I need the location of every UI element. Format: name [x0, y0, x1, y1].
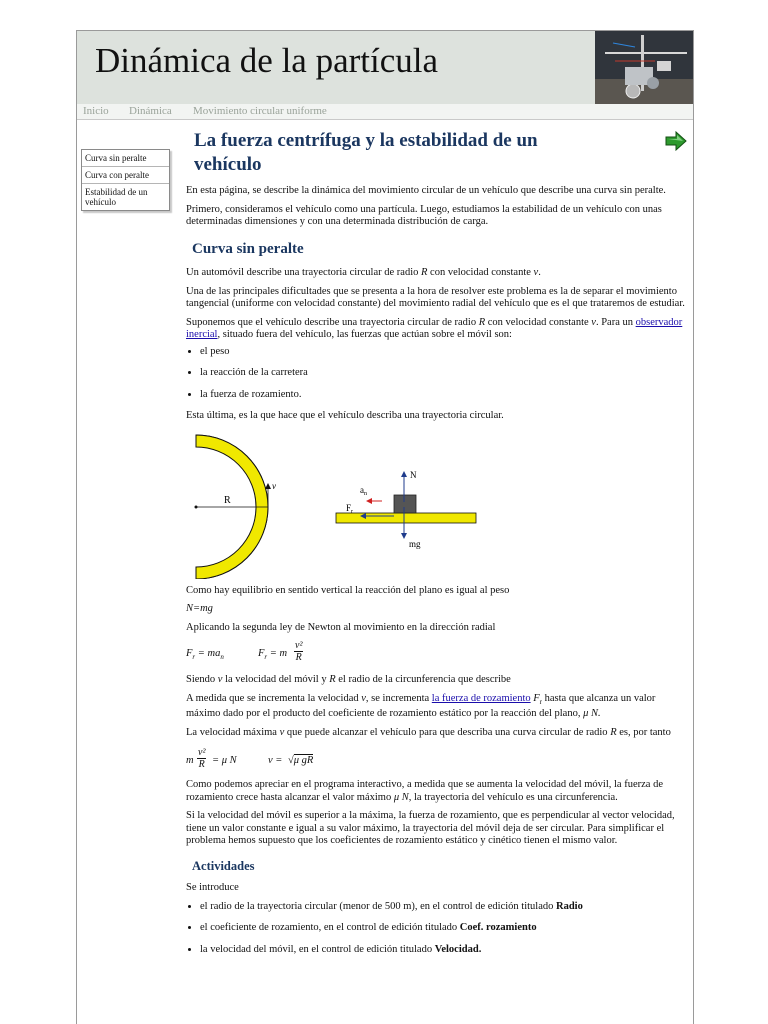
- paragraph-9: La velocidad máxima v que puede alcanzar el vehículo para que describa una curva circular de radio R es, por tanto: [186, 726, 671, 738]
- paragraph-2: Una de las principales dificultades que se presenta a la hora de resolver este problema es la de separar el movimiento tangencial (uniforme con velocidad constante) del movimiento radial del vehículo que es el que trataremos de estudiar.: [186, 285, 685, 309]
- list-item: • la fuerza de rozamiento.: [200, 389, 686, 402]
- normal-force-label: N: [410, 469, 417, 480]
- activities-list: [186, 901, 686, 957]
- page-title: La fuerza centrífuga y la estabilidad de un vehículo: [194, 130, 538, 175]
- weight-label: mg: [409, 538, 421, 549]
- sidebar-item-curva-con-peralte[interactable]: Curva con peralte: [82, 167, 169, 184]
- paragraph-10: Como podemos apreciar en el programa interactivo, a medida que se aumenta la velocidad del móvil, la fuerza de rozamiento crece hasta alcanzar el valor máximo μ N, la trayectoria del vehículo es una circunferencia.: [186, 779, 663, 803]
- banner-photo: [595, 31, 693, 104]
- list-item: • la velocidad del móvil, en el control de edición titulado Velocidad.: [200, 944, 686, 957]
- observador-inercial-link[interactable]: observador inercial: [186, 316, 683, 340]
- paragraph-11: Si la velocidad del móvil es superior a la máxima, la fuerza de rozamiento, que es perpendicular al vector velocidad, tiene un valor constante e igual a su valor máximo, la trayectoria del móvil deja de ser circular. Para simplificar el problema hemos supuesto que los coeficientes de rozamiento estático y cinético tienen el mismo valor.: [186, 810, 675, 847]
- fuerza-rozamiento-link[interactable]: la fuerza de rozamiento: [431, 692, 531, 704]
- velocity-label: v: [272, 480, 276, 491]
- intro-paragraph-1: En esta página, se describe la dinámica del movimiento circular de un vehículo que describe una curva sin peralte.: [186, 185, 666, 196]
- list-item: • el coeficiente de rozamiento, en el control de edición titulado Coef. rozamiento: [200, 922, 686, 935]
- breadcrumb-movimiento[interactable]: Movimiento circular uniforme: [193, 105, 327, 117]
- acceleration-label: $a_n$: [360, 484, 367, 497]
- friction-force-label: $F_r$: [346, 502, 354, 515]
- equation-max-velocity: m $\frac{\text{v²}}{R}$ = μ N v = √μ gR: [186, 747, 314, 771]
- equation-newton-radial: $F_r = ma_n$ $F_r = m$ $\frac{\text{v²}}{R}$: [186, 640, 303, 663]
- list-item: • el radio de la trayectoria circular (menor de 500 m), en el control de edición titulado Radio: [200, 901, 686, 914]
- paragraph-6: Aplicando la segunda ley de Newton al movimiento en la dirección radial: [186, 621, 496, 633]
- paragraph-4: Esta última, es la que hace que el vehículo describa una trayectoria circular.: [186, 410, 504, 421]
- radius-label: R: [224, 494, 231, 506]
- paragraph-8: A medida que se incrementa la velocidad v, se incrementa la fuerza de rozamiento $F_r$ hasta que alcanza un valor máximo dado por el producto del coeficiente de rozamiento estático por la reacción del plano, μ N.: [186, 692, 656, 720]
- banner: [77, 31, 693, 104]
- forces-diagram: [186, 429, 686, 579]
- breadcrumb: [77, 104, 693, 120]
- list-item: • la reacción de la carretera: [200, 367, 686, 380]
- main-content: [186, 129, 686, 965]
- breadcrumb-home[interactable]: Inicio: [83, 105, 109, 117]
- sidebar-menu: [81, 149, 170, 211]
- forces-list: [186, 346, 686, 402]
- sidebar-item-estabilidad[interactable]: Estabilidad de un vehículo: [85, 187, 148, 207]
- intro-paragraph-2: Primero, consideramos el vehículo como una partícula. Luego, estudiamos la estabilidad de un vehículo con unas determinadas dimensiones y con una determinada distribución de carga.: [186, 203, 662, 227]
- paragraph-12: Se introduce: [186, 882, 239, 894]
- section-title-curva-sin-peralte: Curva sin peralte: [192, 240, 304, 257]
- list-item: • el peso: [200, 346, 686, 359]
- breadcrumb-dinamica[interactable]: Dinámica: [129, 105, 172, 117]
- paragraph-7: Siendo v la velocidad del móvil y R el radio de la circunferencia que describe: [186, 674, 511, 685]
- site-title: Dinámica de la partícula: [95, 41, 439, 80]
- section-title-actividades: Actividades: [192, 858, 255, 873]
- sidebar-item-curva-sin-peralte[interactable]: Curva sin peralte: [82, 150, 169, 167]
- paragraph-3: Suponemos que el vehículo describe una trayectoria circular de radio R con velocidad constante v. Para un observador inercial, situado fuera del vehículo, las fuerzas que actúan sobre el móvil son:: [186, 316, 683, 340]
- equation-n-mg: N=mg: [186, 603, 213, 614]
- paragraph-1: Un automóvil describe una trayectoria circular de radio R con velocidad constante v.: [186, 267, 541, 278]
- page-frame: [76, 30, 694, 1024]
- paragraph-5: Como hay equilibrio en sentido vertical la reacción del plano es igual al peso: [186, 584, 510, 596]
